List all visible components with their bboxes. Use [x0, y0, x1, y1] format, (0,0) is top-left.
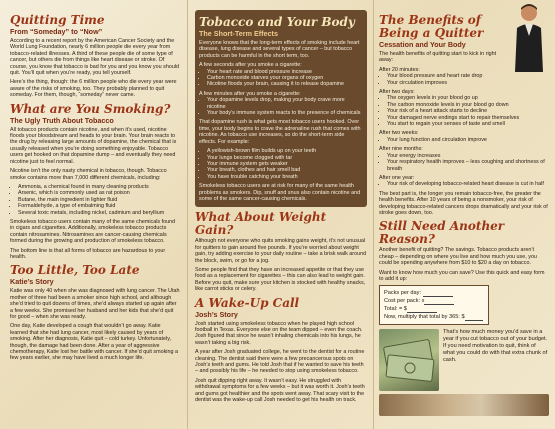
- section-wake-up-call: [195, 297, 367, 404]
- calc-op: x: [421, 298, 425, 305]
- benefit-list: [379, 153, 549, 172]
- section-title: What About Weight Gain?: [195, 210, 327, 238]
- calc-label: Now, multiply that total by 365:: [384, 314, 460, 321]
- group-lead: After one year:: [379, 174, 415, 181]
- group-lead: After nine months:: [379, 146, 423, 153]
- effects-list: [199, 97, 363, 116]
- section-title: Too Little, Too Late: [10, 263, 140, 278]
- section-subtitle: Cessation and Your Body: [379, 40, 466, 49]
- paragraph: The health benefits of quitting start to kick in right away:: [379, 51, 497, 64]
- list-item: • Your immune system gets weaker: [207, 161, 363, 167]
- smiling-man-photo: [509, 2, 549, 72]
- calc-row: [384, 289, 484, 297]
- list-item: • Your breath, clothes and hair smell bad: [207, 167, 363, 173]
- section-subtitle: Josh’s Story: [195, 309, 238, 319]
- list-item: • Your damaged nerve endings start to repair themselves: [387, 115, 549, 121]
- savings-note: That’s how much money you’d save in a year if you cut tobacco out of your budget. If you need motivation to quit, think of what you could do with that extra chunk of cash.: [443, 329, 548, 363]
- section-subtitle: The Ugly Truth About Tobacco: [10, 115, 114, 125]
- benefit-list: [379, 73, 549, 86]
- section-title: A Wake-Up Call: [195, 295, 300, 310]
- list-item: • A yellowish-brown film builds up on your teeth: [207, 148, 363, 154]
- list-item: • You start to regain your senses of taste and smell: [387, 121, 549, 127]
- paragraph: Katie was only 40 when she was diagnosed with lung cancer. The Utah mother of three had been a smoker since high school, and although she’d tried to quit dozens of times, she’d always started up again after a few weeks. She promised her husband and her kids that she’d quit for good – when she was ready.: [10, 288, 180, 320]
- paragraph: All tobacco products contain nicotine, and when it’s used, nicotine floods your bloodstream and heads to your brain. Your brain reacts to the drug by releasing large amounts of dopamine, the chemical that is usually released when you’re doing something enjoyable. Tobacco users get hooked on that dopamine dump – and eventually they need nicotine just to feel normal.: [10, 126, 177, 165]
- paragraph: Josh started using smokeless tobacco when he played high school football in Texas. Everyone else on the team dipped – even the coach. Josh figured that since he wasn’t inhaling chemicals into his lungs, he wasn’t taking a big risk.: [195, 320, 363, 346]
- list-item: • The oxygen levels in your blood go up: [387, 95, 549, 101]
- list-item: • Your body’s immune system reacts to the presence of chemicals: [207, 110, 363, 116]
- list-item: • Your blood pressure and heart rate drop: [387, 73, 549, 79]
- section-another-reason: [379, 220, 549, 282]
- list-item: • Your circulation improves: [387, 80, 549, 86]
- paragraph: Another benefit of quitting? The savings. Tobacco products aren’t cheap – depending on where you live and how much you use, you could be spending anywhere from $10 to $20 a day on tobacco.: [379, 247, 537, 267]
- paragraph: Smokeless tobacco users contain many of the same chemicals found in cigars and cigarettes. Additionally, smokeless tobacco products contain nitrosamines. Nitrosamines are cancer-causing chemicals formed during the growing and production of smokeless tobacco.: [10, 218, 176, 245]
- paragraph: Some people find that they have an increased appetite or that they use food as a replacement for cigarettes – this can also lead to weight gain. Before you quit, make sure your kitchen is stocked with healthy snacks, like carrot sticks or celery.: [195, 266, 366, 293]
- section-what-are-you-smoking: [10, 103, 180, 261]
- column-middle: [187, 0, 373, 429]
- calc-row: [384, 305, 484, 313]
- calc-op: $: [461, 314, 465, 321]
- list-item: • Arsenic, which is commonly used as rat poison: [18, 190, 180, 196]
- section-tobacco-and-your-body: [195, 10, 367, 207]
- benefit-group: [379, 146, 549, 172]
- section-subtitle: Katie’s Story: [10, 277, 54, 287]
- paragraph: A year after Josh graduated college, he went to the dentist for a routine cleaning. The dentist said there were a few precancerous spots on Josh’s teeth and gums. He told Josh that if he wanted to save his teeth – and possibly his life – he needed to stop using smokeless tobacco.: [195, 349, 365, 375]
- paragraph: Everyone knows that the long-term effects of smoking include heart disease, lung disease and several types of cancer – but tobacco products can be harmful in the short term, too.: [199, 40, 360, 59]
- benefit-group: [379, 89, 549, 127]
- paragraph: One day, Katie developed a cough that wouldn’t go away. Katie learned that she had lung cancer, most likely caused by years of smoking. After her diagnosis, Katie quit – cold turkey. Unfortunately, though, the damage had been done. After a year of aggressive chemotherapy, Katie lost her battle with cancer. If she’d quit smoking a few years earlier, she may have lived a much longer life.: [10, 323, 178, 362]
- section-subtitle: From “Someday” to “Now”: [10, 27, 103, 36]
- cash-photo: [379, 329, 439, 391]
- calc-label: Total:: [384, 306, 398, 313]
- section-too-little-too-late: [10, 264, 180, 361]
- effects-list: [199, 69, 363, 88]
- calc-blank[interactable]: [407, 306, 437, 313]
- dollar-bills-icon: [379, 329, 439, 391]
- list-item: • Nicotine floods your brain, causing it to release dopamine: [207, 81, 363, 87]
- list-item: • Your energy increases: [387, 153, 549, 159]
- paragraph: The best part is, the longer you remain tobacco-free, the greater the health benefits. After 10 years of being a nonsmoker, your risk of developing tobacco-related cancers drops dramatically and your risk of stroke goes down, too.: [379, 190, 548, 216]
- benefit-group: [379, 175, 549, 188]
- money-block: [379, 329, 549, 391]
- list-item: • Formaldehyde, a type of embalming fluid: [18, 203, 180, 209]
- paragraph: Smokeless tobacco users are at risk for many of the same health problems as smokers. Dip, snuff and snus also contain nicotine and some of the same cancer-causing chemicals.: [199, 183, 361, 202]
- paragraph: Want to know how much you can save? Use this quick and easy form to add it up:: [379, 269, 545, 282]
- column-right: [373, 0, 555, 429]
- group-lead: After 20 minutes:: [379, 66, 420, 73]
- calc-row: [384, 313, 484, 321]
- benefit-list: [379, 181, 549, 187]
- calc-label: Packs per day:: [384, 290, 421, 297]
- calc-blank[interactable]: [421, 298, 454, 305]
- paragraph: Nicotine isn’t the only nasty chemical in tobacco, though. Tobacco smoke contains more than 7,000 different chemicals, including:: [10, 168, 167, 181]
- list-item: • Your risk of a heart attack starts to decline: [387, 108, 549, 114]
- benefit-list: [379, 137, 549, 143]
- list-item: • Your heart rate and blood pressure increase: [207, 69, 363, 75]
- calc-blank[interactable]: [423, 290, 453, 297]
- benefit-group: [379, 130, 549, 143]
- section-title: What are You Smoking?: [10, 101, 171, 116]
- calc-label: Cost per pack:: [384, 298, 421, 305]
- savings-calculator: [379, 285, 489, 325]
- chemical-list: [10, 184, 180, 216]
- paragraph: The bottom line is that all forms of tobacco are hazardous to your health.: [10, 247, 166, 260]
- list-item: • Your respiratory health improves – less coughing and shortness of breath: [387, 159, 549, 172]
- paragraph: Josh quit dipping right away. It wasn’t easy. He struggled with withdrawal symptoms for a few weeks – but it was worth it. Josh’s teeth and gums got healthier and the spots went away. That scary visit to the dentist was the wake-up call Josh needed to get his health on track.: [195, 377, 365, 404]
- list-item: • You have trouble catching your breath: [207, 174, 363, 180]
- section-title: Quitting Time: [10, 13, 105, 27]
- list-lead: A few minutes after you smoke a cigarette:: [199, 90, 301, 97]
- list-item: • Several toxic metals, including nickel, cadmium and beryllium: [18, 210, 180, 216]
- list-item: • The carbon monoxide levels in your blood go down: [387, 102, 549, 108]
- section-title: Tobacco and Your Body: [199, 15, 355, 29]
- paragraph: That dopamine rush is what gets most tobacco users hooked. Over time, your body begins to crave the adrenaline rush that comes with nicotine. As tobacco use increases, so do the short-term side effects. For example:: [199, 119, 361, 145]
- list-item: • Butane, the main ingredient in lighter fluid: [18, 197, 180, 203]
- paragraph: Here’s the thing, though: the 6 million people who die every year were aware of the risks of smoking, too. They probably planned to quit someday. For them, though, “someday” never came.: [10, 79, 177, 99]
- list-item: • Carbon monoxide starves your organs of oxygen: [207, 75, 363, 81]
- paragraph: Although not everyone who quits smoking gains weight, it’s not unusual for quitters to gain around five pounds. If you’re worried about weight gain, try adding exercise to your daily routine – take a brisk walk around the block, swim, or go for a jog.: [195, 238, 367, 264]
- effects-list: [199, 148, 363, 180]
- paragraph: According to a recent report by the American Cancer Society and the World Lung Foundation, nearly 6 million people die every year from tobacco-related illnesses. A third of these people die of some type of cancer, but others die from things like heart disease or stroke. Of course, you know that tobacco is bad for you and you know you should quit. You’ll quit when you’re ready, you tell yourself.: [10, 38, 180, 77]
- cigarettes-photo: [379, 394, 549, 416]
- list-item: • Your lungs become clogged with tar: [207, 155, 363, 161]
- group-lead: After two weeks:: [379, 130, 419, 137]
- section-subtitle: The Short-Term Effects: [199, 29, 278, 38]
- calc-op: = $: [398, 306, 407, 313]
- benefit-list: [379, 95, 549, 127]
- calc-blank[interactable]: [465, 314, 483, 321]
- section-title: Still Need Another Reason?: [379, 219, 505, 247]
- group-lead: After two days:: [379, 89, 415, 96]
- section-weight-gain: [195, 211, 367, 292]
- section-title: The Benefits of Being a Quitter: [379, 13, 484, 40]
- column-left: [0, 0, 187, 429]
- list-item: • Your lung function and circulation improve: [387, 137, 549, 143]
- list-item: • Your dopamine levels drop, making your body crave more nicotine: [207, 97, 363, 110]
- list-item: • Your risk of developing tobacco-related heart disease is cut in half: [387, 181, 549, 187]
- list-lead: A few seconds after you smoke a cigarette:: [199, 62, 302, 69]
- section-quitting-time: [10, 14, 180, 99]
- list-item: • Ammonia, a chemical found in many cleaning products: [18, 184, 180, 190]
- calc-row: [384, 297, 484, 305]
